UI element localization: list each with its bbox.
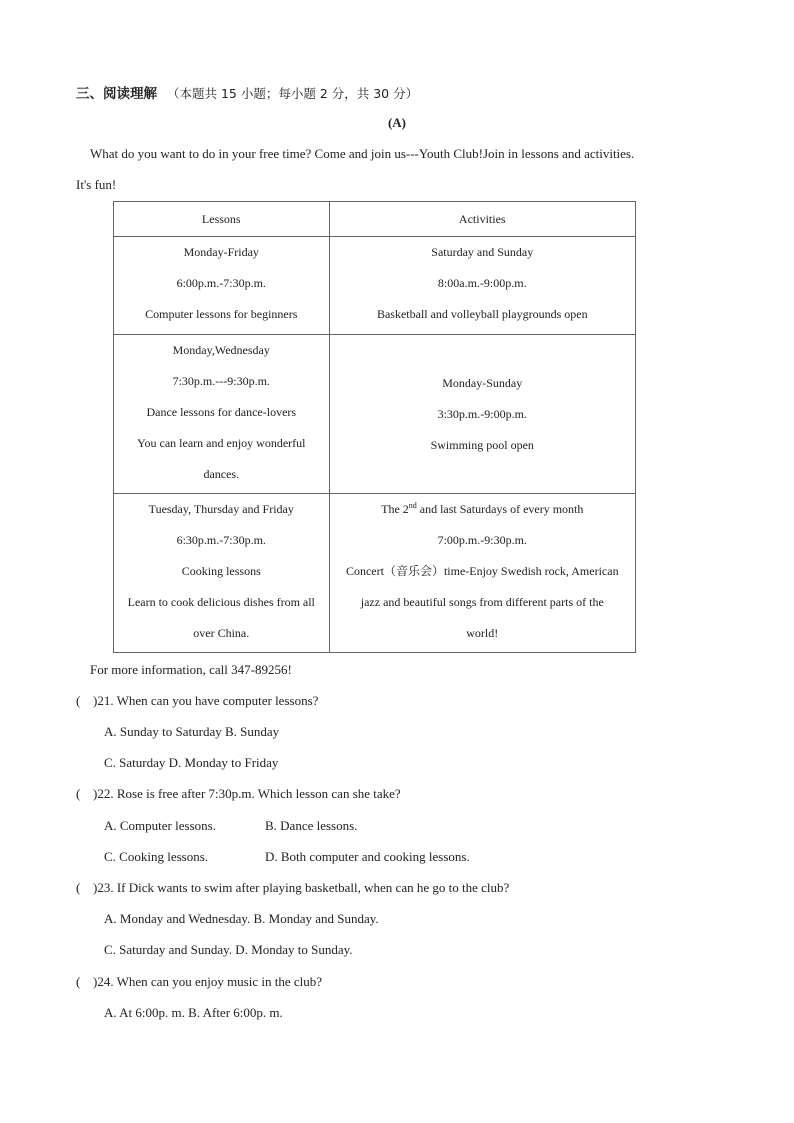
header-lessons: Lessons (114, 202, 330, 237)
cell-line: Monday-Sunday (442, 375, 523, 390)
question-option-line: A. Monday and Wednesday. B. Monday and Sunday. (104, 911, 379, 926)
cell-line: Saturday and Sunday (431, 245, 534, 259)
header-activities: Activities (329, 202, 635, 237)
question-option-line: C. Saturday D. Monday to Friday (104, 755, 279, 770)
cell-line: Concert（音乐会）time-Enjoy Swedish rock, American (345, 564, 619, 578)
question-option-line: A. Sunday to Saturday B. Sunday (104, 724, 280, 739)
answer-blank-close: ) (93, 880, 98, 895)
activity-cell (329, 335, 635, 494)
question-stem: 22. Rose is free after 7:30p.m. Which lesson can she take? (97, 786, 401, 801)
cell-line: world! (466, 626, 499, 640)
option-c: C. Cooking lessons. (104, 849, 209, 864)
cell-line: Monday-Friday (183, 245, 259, 259)
question-option-line (104, 818, 357, 834)
table-row (114, 494, 636, 653)
question-23 (76, 880, 509, 896)
ordinal-suffix: nd (408, 501, 417, 510)
cell-line: 6:30p.m.-7:30p.m. (176, 533, 266, 547)
answer-blank-close: ) (93, 693, 98, 708)
section-title: 三、阅读理解 (76, 86, 157, 102)
question-option-line: C. Saturday and Sunday. D. Monday to Sunday. (104, 942, 353, 957)
table-row (114, 237, 636, 335)
question-21 (76, 693, 318, 709)
table-header-row (114, 202, 636, 237)
answer-blank[interactable]: ( (76, 880, 81, 895)
cell-line: dances. (203, 467, 240, 481)
section-heading (76, 82, 418, 103)
answer-blank[interactable]: ( (76, 974, 81, 989)
cell-line: 3:30p.m.-9:00p.m. (437, 406, 527, 421)
cell-line: You can learn and enjoy wonderful (137, 436, 306, 450)
lesson-cell (114, 237, 330, 335)
cell-line: Monday,Wednesday (172, 343, 270, 357)
table-row (114, 335, 636, 494)
concert-date-post: and last Saturdays of every month (416, 502, 584, 516)
cell-line: Swimming pool open (430, 437, 534, 452)
option-b: B. Dance lessons. (265, 818, 358, 833)
activity-cell (329, 494, 635, 653)
cell-line: 7:30p.m.---9:30p.m. (172, 374, 270, 388)
cell-line (330, 494, 635, 525)
concert-date-pre: The 2 (381, 502, 409, 516)
cell-line: over China. (193, 626, 250, 640)
cell-line: 6:00p.m.-7:30p.m. (176, 276, 266, 290)
cell-line: Tuesday, Thursday and Friday (148, 502, 294, 516)
option-d: D. Both computer and cooking lessons. (265, 849, 470, 864)
cell-line: Cooking lessons (181, 564, 261, 578)
schedule-table (113, 201, 636, 653)
cell-line: jazz and beautiful songs from different parts of the (360, 595, 604, 609)
answer-blank[interactable]: ( (76, 786, 81, 801)
passage-intro-line2: It's fun! (76, 177, 117, 192)
lesson-cell (114, 335, 330, 494)
section-note: （本题共 15 小题；每小题 2 分，共 30 分） (167, 86, 419, 101)
question-22 (76, 786, 401, 802)
more-info-line: For more information, call 347-89256! (90, 662, 292, 677)
activity-cell (329, 237, 635, 335)
question-option-line (104, 849, 470, 865)
cell-line: Computer lessons for beginners (145, 307, 298, 321)
cell-line: 7:00p.m.-9:30p.m. (437, 533, 527, 547)
question-stem: 23. If Dick wants to swim after playing basketball, when can he go to the club? (97, 880, 510, 895)
answer-blank-close: ) (93, 786, 98, 801)
passage-intro-line1: What do you want to do in your free time? Come and join us---Youth Club!Join in lessons and activities. (90, 146, 635, 161)
cell-line: 8:00a.m.-9:00p.m. (437, 276, 527, 290)
answer-blank[interactable]: ( (76, 693, 81, 708)
question-24 (76, 974, 322, 990)
cell-line: Learn to cook delicious dishes from all (127, 595, 315, 609)
option-a: A. Computer lessons. (104, 818, 216, 833)
cell-line: Basketball and volleyball playgrounds open (376, 307, 588, 321)
lesson-cell (114, 494, 330, 653)
passage-label: (A) (387, 115, 407, 130)
question-option-line: A. At 6:00p. m. B. After 6:00p. m. (104, 1005, 283, 1020)
question-stem: 21. When can you have computer lessons? (97, 693, 319, 708)
answer-blank-close: ) (93, 974, 98, 989)
question-stem: 24. When can you enjoy music in the club? (97, 974, 323, 989)
cell-line: Dance lessons for dance-lovers (146, 405, 297, 419)
